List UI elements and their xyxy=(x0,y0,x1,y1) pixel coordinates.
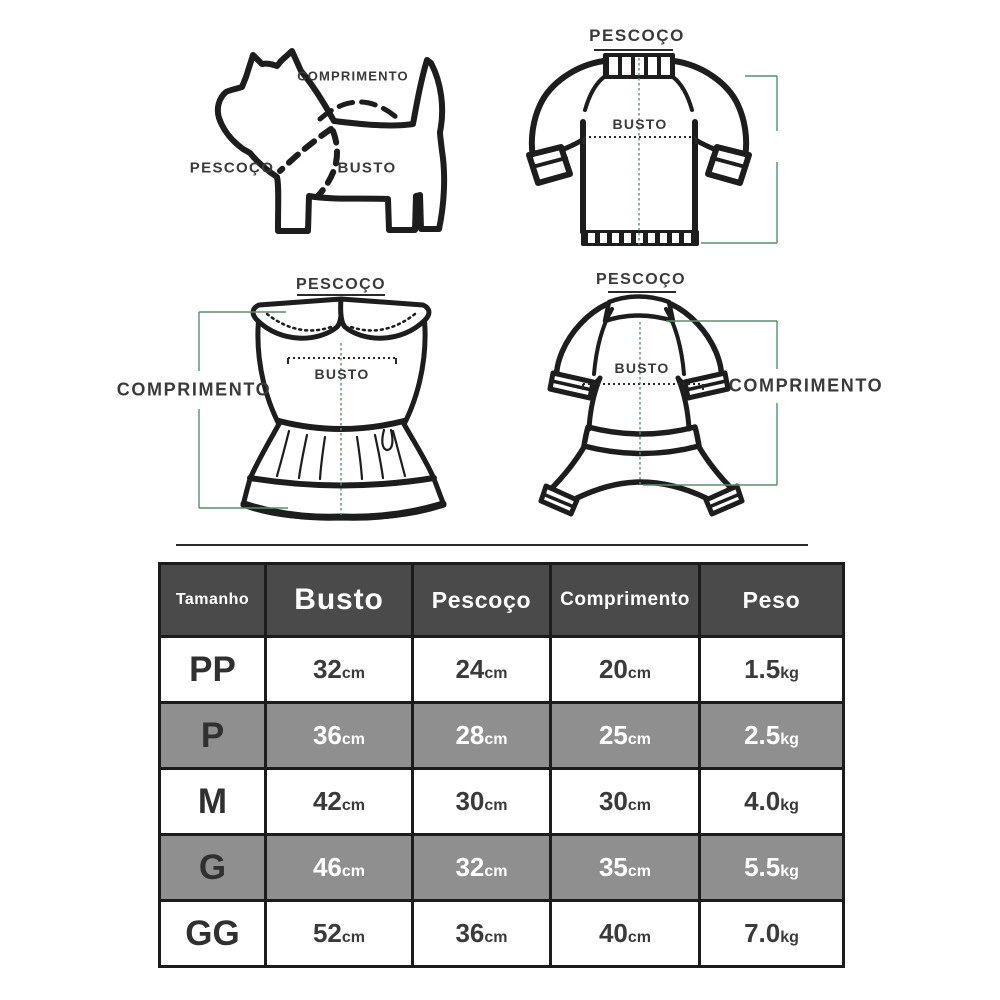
jumpsuit-waistband xyxy=(584,427,699,454)
value-unit: cm xyxy=(341,665,366,682)
table-row-M xyxy=(160,769,844,835)
value-cell xyxy=(700,769,844,835)
value-unit: kg xyxy=(780,929,799,946)
value-number: 42 xyxy=(312,786,342,816)
value-number: 32 xyxy=(455,852,485,882)
value-unit: cm xyxy=(341,863,366,880)
value-unit: cm xyxy=(341,929,366,946)
value-cell xyxy=(700,703,844,769)
jumpsuit-comprimento-label: COMPRIMENTO xyxy=(728,375,884,396)
value-number: 35 xyxy=(598,852,628,882)
size-table xyxy=(158,562,845,968)
section-divider xyxy=(176,544,808,546)
value-cell xyxy=(413,901,551,967)
jumpsuit-busto-label: BUSTO xyxy=(614,360,670,376)
value-cell xyxy=(413,835,551,901)
value-number: 46 xyxy=(312,852,342,882)
value-cell xyxy=(413,637,551,703)
value-unit: cm xyxy=(484,863,508,880)
dress-comprimento-label: COMPRIMENTO xyxy=(116,379,272,400)
value-cell xyxy=(413,703,551,769)
value-cell xyxy=(700,901,844,967)
value-cell xyxy=(266,901,413,967)
value-number: 32 xyxy=(312,654,342,684)
header-col-3: Comprimento xyxy=(551,564,700,637)
jumpsuit-pescoco-label: PESCOÇO xyxy=(595,271,687,288)
value-number: 4.0 xyxy=(744,786,781,816)
value-cell xyxy=(266,703,413,769)
value-unit: kg xyxy=(780,731,799,748)
value-number: 7.0 xyxy=(744,918,781,948)
value-unit: kg xyxy=(780,665,799,682)
value-cell xyxy=(413,769,551,835)
value-number: 30 xyxy=(598,786,628,816)
value-number: 52 xyxy=(312,918,342,948)
sweater-illustration xyxy=(529,50,777,246)
value-unit: cm xyxy=(341,731,366,748)
value-unit: cm xyxy=(484,731,508,748)
value-number: 5.5 xyxy=(744,852,781,882)
sweater-busto-label: BUSTO xyxy=(612,116,668,132)
value-unit: cm xyxy=(484,929,508,946)
size-table-header-row xyxy=(160,564,844,637)
size-cell: PP xyxy=(160,637,266,703)
header-col-2: Pescoço xyxy=(413,564,551,637)
value-cell xyxy=(551,901,700,967)
size-cell: P xyxy=(160,703,266,769)
value-number: 36 xyxy=(312,720,342,750)
dress-pescoco-label: PESCOÇO xyxy=(295,276,387,293)
value-number: 25 xyxy=(598,720,628,750)
value-number: 1.5 xyxy=(744,654,781,684)
size-cell: M xyxy=(160,769,266,835)
value-cell xyxy=(551,835,700,901)
dog-pescoco-label: PESCOÇO xyxy=(189,159,275,177)
value-number: 30 xyxy=(455,786,485,816)
value-cell xyxy=(266,835,413,901)
value-unit: cm xyxy=(627,797,652,814)
value-number: 28 xyxy=(455,720,485,750)
value-number: 24 xyxy=(455,654,485,684)
value-number: 2.5 xyxy=(744,720,781,750)
value-cell xyxy=(266,637,413,703)
value-unit: cm xyxy=(627,863,652,880)
value-unit: cm xyxy=(484,797,508,814)
sweater-pescoco-label: PESCOÇO xyxy=(589,26,685,45)
value-unit: cm xyxy=(627,929,652,946)
value-unit: cm xyxy=(627,665,652,682)
size-cell: G xyxy=(160,835,266,901)
value-unit: cm xyxy=(627,731,652,748)
dog-busto-label: BUSTO xyxy=(337,159,397,177)
table-row-P xyxy=(160,703,844,769)
dog-comprimento-label: COMPRIMENTO xyxy=(297,68,409,84)
table-row-GG xyxy=(160,901,844,967)
value-cell xyxy=(700,637,844,703)
dress-busto-label: BUSTO xyxy=(314,366,370,382)
value-number: 36 xyxy=(455,918,485,948)
size-cell: GG xyxy=(160,901,266,967)
value-cell xyxy=(551,637,700,703)
table-row-PP xyxy=(160,637,844,703)
header-col-1: Busto xyxy=(266,564,413,637)
value-cell xyxy=(700,835,844,901)
value-cell xyxy=(266,769,413,835)
size-table-body xyxy=(160,637,844,967)
value-unit: kg xyxy=(780,863,799,880)
header-col-0: Tamanho xyxy=(160,564,266,637)
dress-illustration xyxy=(199,295,444,517)
header-col-4: Peso xyxy=(700,564,844,637)
table-row-G xyxy=(160,835,844,901)
value-number: 40 xyxy=(598,918,628,948)
value-unit: cm xyxy=(484,665,508,682)
value-cell xyxy=(551,703,700,769)
value-unit: cm xyxy=(341,797,366,814)
jumpsuit-illustration xyxy=(541,292,777,514)
value-unit: kg xyxy=(780,797,799,814)
value-number: 20 xyxy=(598,654,628,684)
value-cell xyxy=(551,769,700,835)
